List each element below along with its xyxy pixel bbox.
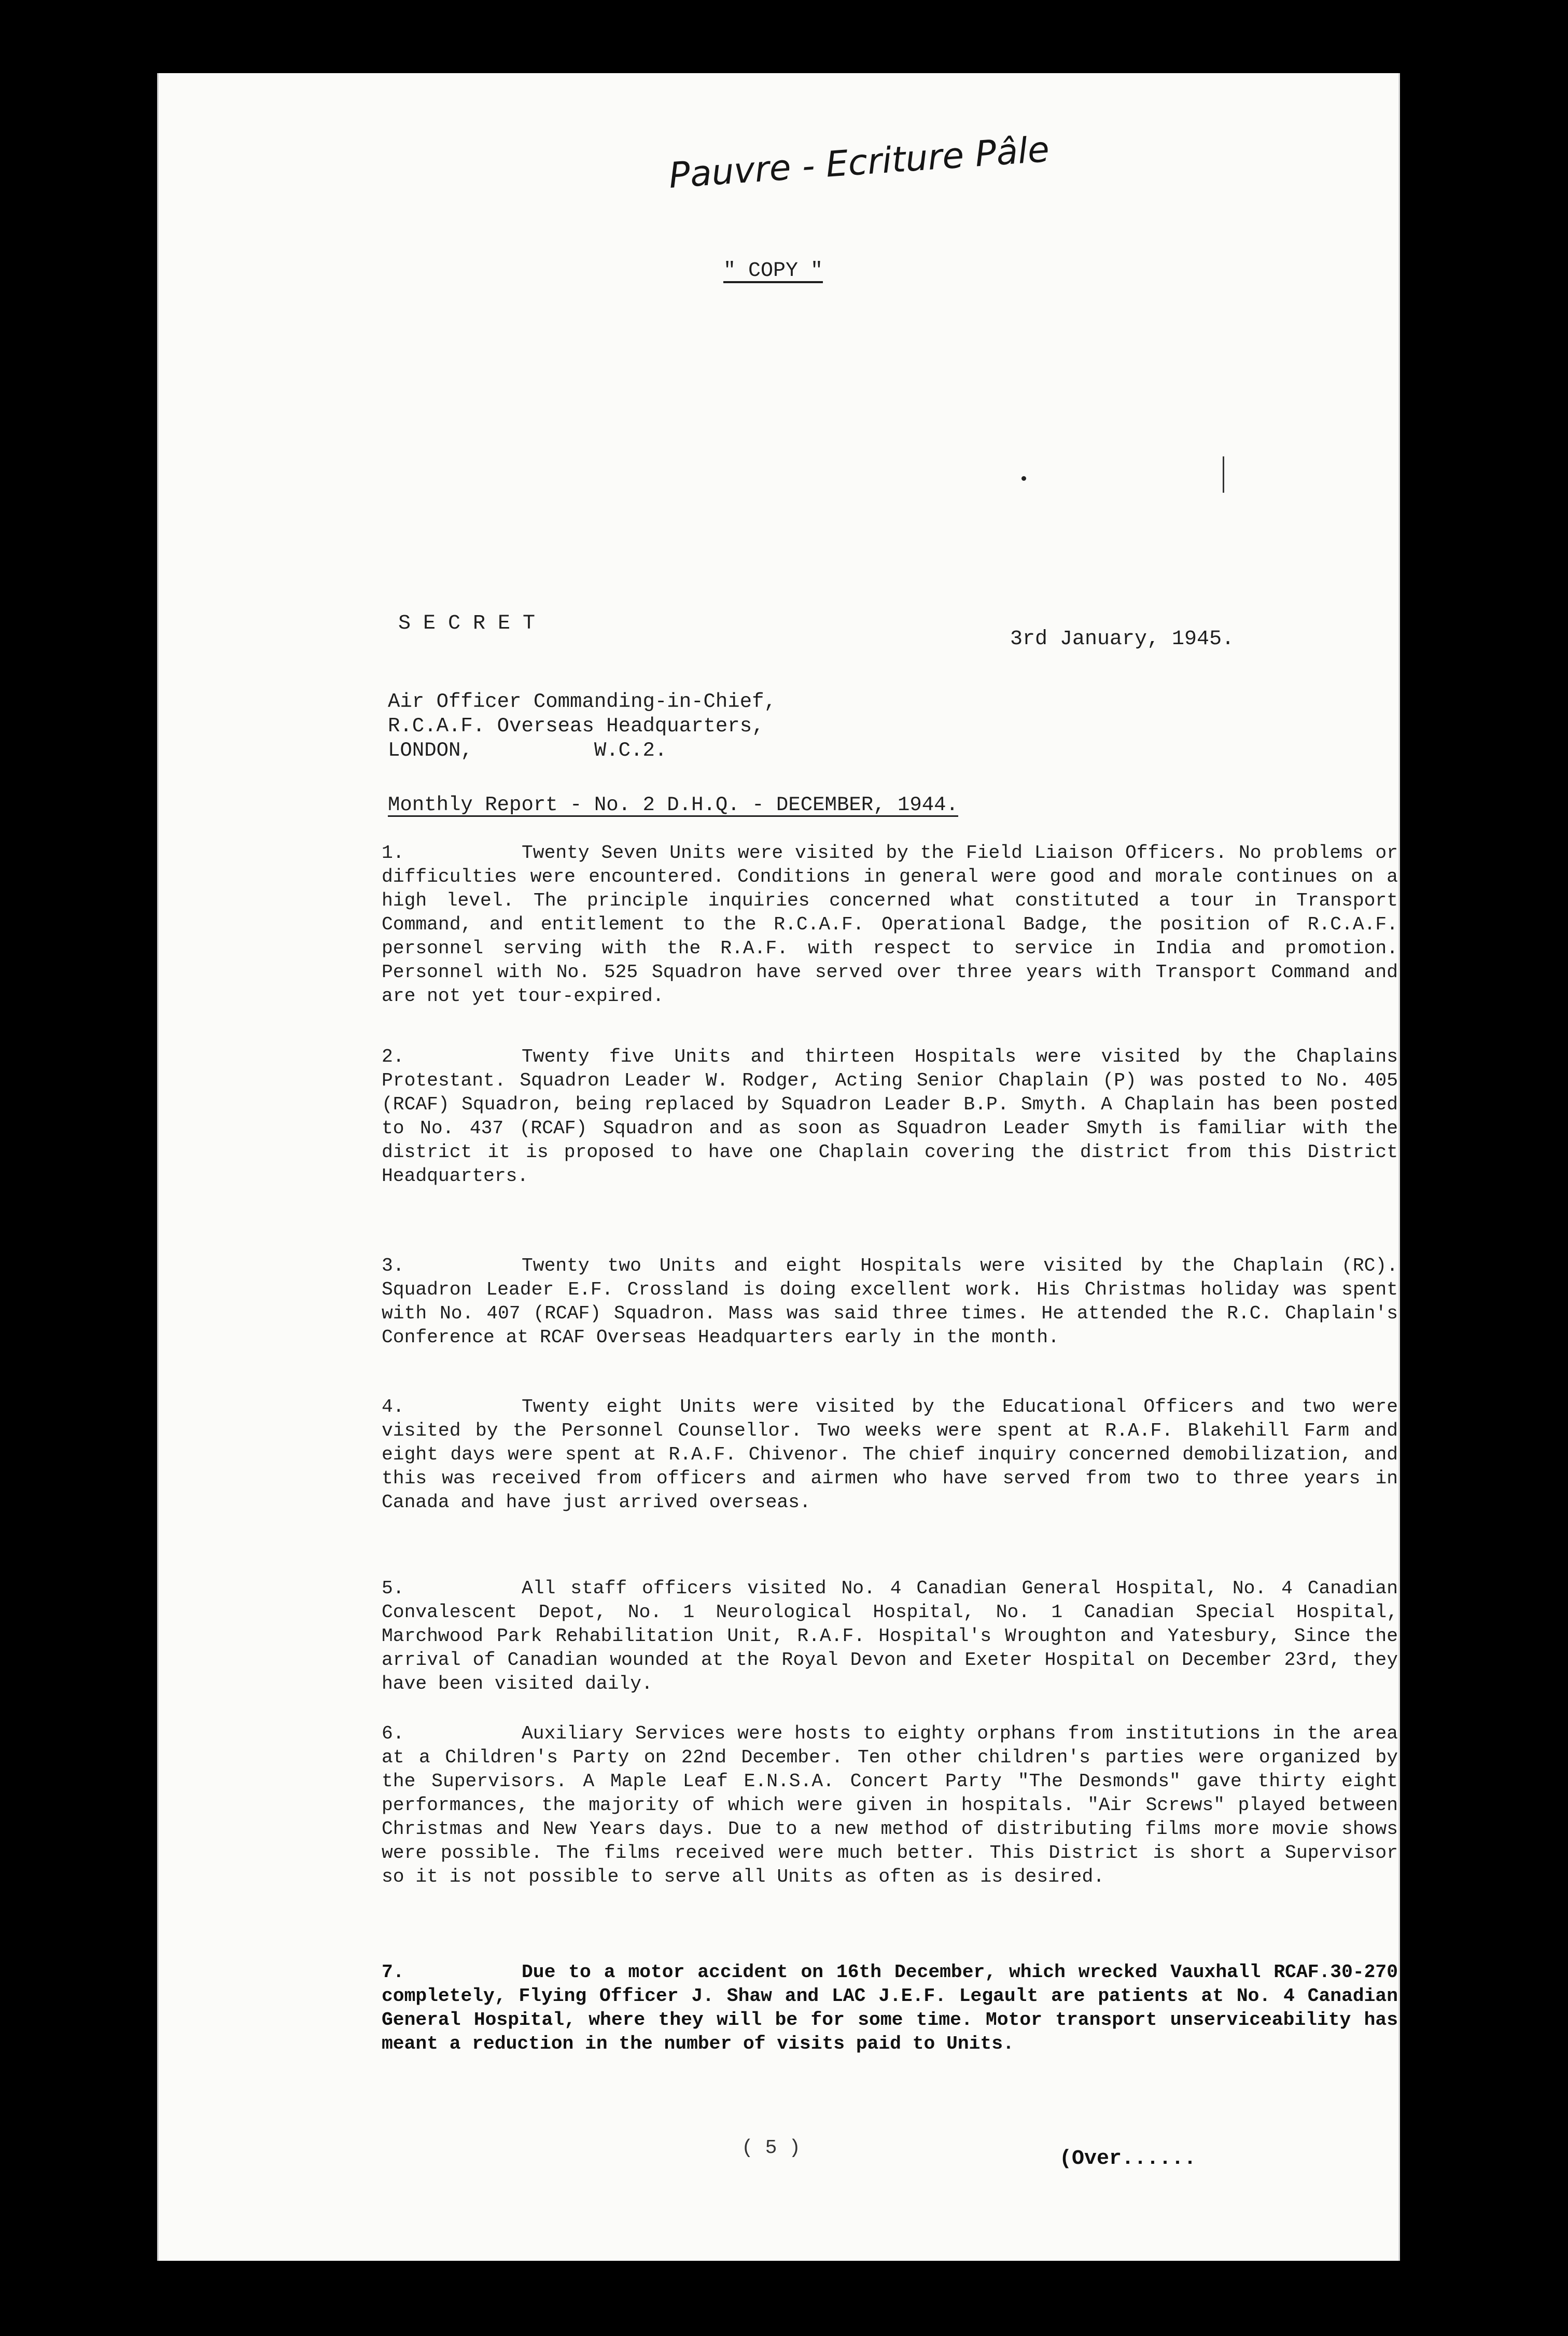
paragraph-text: Twenty two Units and eight Hospitals were visited by the Chaplain (RC). Squadron Leader E.F. Crossland is doing excellent work. His Christmas holiday was spent with No. 407 (RCAF) Squadron. Mass was said three times. He attended the R.C. Chaplain's Conference at RCAF Overseas Headquarters early in the month. [382,1255,1398,1348]
continuation-note: (Over...... [1059,2147,1197,2171]
paragraph-text: Due to a motor accident on 16th December, which wrecked Vauxhall RCAF.30-270 completely, Flying Officer J. Shaw and LAC J.E.F. Legault are patients at No. 4 Canadian General Hospital, where they will be for some time. Motor transport unserviceability has meant a reduction in the number of visits paid to Units. [382,1962,1398,2054]
recipient-line-3: LONDON, W.C.2. [388,739,667,762]
copy-heading: " COPY " [723,259,823,283]
handwritten-note: Pauvre - Ecriture Pâle [667,129,1051,197]
paragraph-text: All staff officers visited No. 4 Canadian General Hospital, No. 4 Canadian Convalescent Depot, No. 1 Neurological Hospital, No. 1 Canadian Special Hospital, Marchwood Park Rehabilitation Unit, R.A.F. Hospital's Wroughton and Yatesbury, Since the arrival of Canadian wounded at the Royal Devon and Exeter Hospital on December 23rd, they have been visited daily. [382,1578,1398,1694]
recipient-line-2: R.C.A.F. Overseas Headquarters, [388,715,764,738]
paragraph-text: Twenty Seven Units were visited by the Field Liaison Officers. No problems or difficulties were encountered. Conditions in general were good and morale continues on a high level. The principle inquiries concerned what constituted a tour in Transport Command, and entitlement to the R.C.A.F. Operational Badge, the position of R.C.A.F. personnel serving with the R.A.F. with respect to service in India and promotion. Personnel with No. 525 Squadron have served over three years with Transport Command and are not yet tour-expired. [382,842,1398,1007]
paragraph-number: 1. [382,842,404,864]
paragraph-number: 3. [382,1255,404,1276]
paragraph-number: 4. [382,1396,404,1417]
recipient-address [388,690,776,763]
paragraph-text: Twenty five Units and thirteen Hospitals were visited by the Chaplains Protestant. Squadron Leader W. Rodger, Acting Senior Chaplain (P) was posted to No. 405 (RCAF) Squadron, being replaced by Squadron Leader B.P. Smyth. A Chaplain has been posted to No. 437 (RCAF) Squadron and as soon as Squadron Leader Smyth is familiar with the district it is proposed to have one Chaplain covering the district from this District Headquarters. [382,1046,1398,1187]
classification-label: S E C R E T [398,612,536,635]
recipient-line-1: Air Officer Commanding-in-Chief, [388,690,776,713]
report-subject: Monthly Report - No. 2 D.H.Q. - DECEMBER, 1944. [388,794,958,816]
paragraph-number: 2. [382,1046,404,1067]
margin-mark [1223,456,1224,493]
paragraph-4 [382,1395,1398,1514]
paragraph-7 [382,1960,1398,2056]
paragraph-text: Twenty eight Units were visited by the Educational Officers and two were visited by the Personnel Counsellor. Two weeks were spent at R.A.F. Blakehill Farm and eight days were spent at R.A.F. Chivenor. The chief inquiry concerned demobilization, and this was received from officers and airmen who have served from two to three years in Canada and have just arrived overseas. [382,1396,1398,1513]
paragraph-2 [382,1045,1398,1188]
paragraph-1 [382,841,1398,1008]
paragraph-number: 5. [382,1578,404,1599]
paragraph-text: Auxiliary Services were hosts to eighty orphans from institutions in the area at a Children's Party on 22nd December. Ten other children's parties were organized by the Supervisors. A Maple Leaf E.N.S.A. Concert Party "The Desmonds" gave thirty eight performances, the majority of which were given in hospitals. "Air Screws" played between Christmas and New Years days. Due to a new method of distributing films more movie shows were possible. The films received were much better. This District is short a Supervisor so it is not possible to serve all Units as often as is desired. [382,1723,1398,1887]
page-number: ( 5 ) [741,2137,801,2159]
paragraph-6 [382,1722,1398,1889]
paragraph-number: 6. [382,1723,404,1744]
letter-date: 3rd January, 1945. [1010,628,1235,651]
paragraph-5 [382,1577,1398,1696]
ink-speck [1021,476,1026,481]
paragraph-number: 7. [382,1962,404,1983]
paragraph-3 [382,1254,1398,1350]
